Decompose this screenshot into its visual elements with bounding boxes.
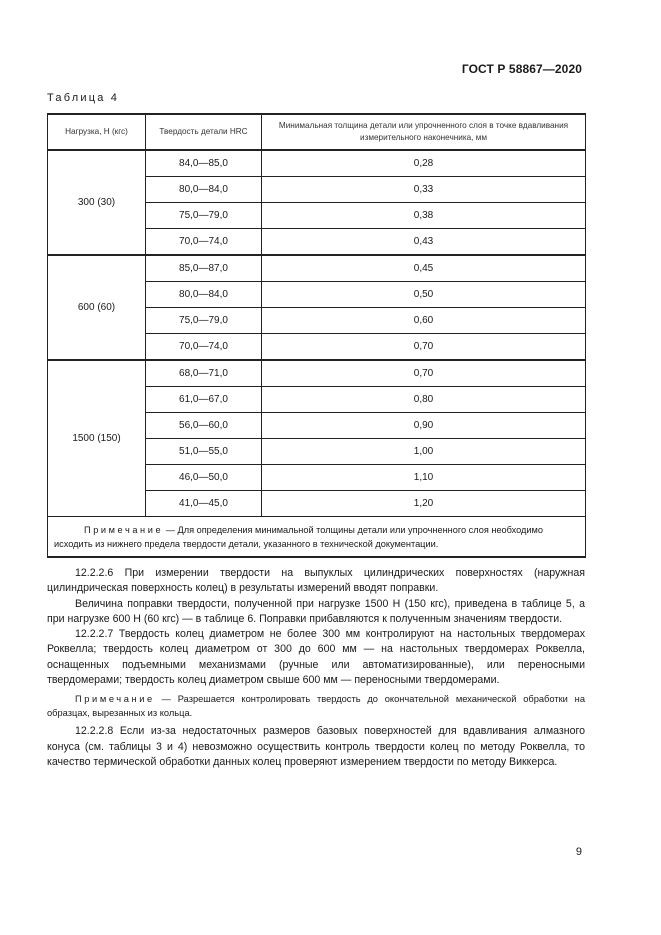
hardness-cell: 80,0—84,0	[146, 282, 262, 308]
note-text: — Разрешается контролировать твердость до окончательной механической обработки на образцах, вырезанных из кольца.	[47, 694, 585, 719]
load-cell: 600 (60)	[48, 255, 146, 360]
hardness-cell: 85,0—87,0	[146, 255, 262, 282]
thickness-cell: 0,80	[262, 387, 586, 413]
thickness-cell: 1,20	[262, 491, 586, 517]
hardness-cell: 80,0—84,0	[146, 177, 262, 203]
hardness-cell: 41,0—45,0	[146, 491, 262, 517]
thickness-cell: 0,70	[262, 360, 586, 387]
hardness-cell: 84,0—85,0	[146, 150, 262, 177]
thickness-cell: 0,28	[262, 150, 586, 177]
table-note-label: Примечание	[84, 525, 164, 535]
thickness-cell: 0,60	[262, 308, 586, 334]
paragraph-12-2-2-7: 12.2.2.7 Твердость колец диаметром не более 300 мм контролируют на настольных твердомерах Роквелла; твердость колец диаметром от 300 до 600 мм — на настольных твердомерах Роквелла, оснащенных подъемными механизмами (ручные или автоматизированные), или переносными твердомерами; твердость колец диаметром свыше 600 мм — переносными твердомерами.	[47, 628, 585, 687]
paragraph-correction: Величина поправки твердости, полученной при нагрузке 1500 Н (150 кгс), приведена в таблице 5, а при нагрузке 600 Н (60 кгс) — в таблице 6. Поправки прибавляются к полученным значениям твердости.	[47, 597, 585, 625]
table-caption: Таблица 4	[47, 92, 120, 104]
table-row	[48, 360, 586, 387]
thickness-cell: 0,90	[262, 413, 586, 439]
hardness-cell: 61,0—67,0	[146, 387, 262, 413]
hardness-cell: 70,0—74,0	[146, 229, 262, 256]
thickness-cell: 0,45	[262, 255, 586, 282]
thickness-cell: 0,43	[262, 229, 586, 256]
hardness-cell: 68,0—71,0	[146, 360, 262, 387]
header-load: Нагрузка, Н (кгс)	[48, 114, 146, 150]
hardness-cell: 46,0—50,0	[146, 465, 262, 491]
table-row	[48, 150, 586, 177]
header-hardness: Твердость детали HRC	[146, 114, 262, 150]
thickness-cell: 1,10	[262, 465, 586, 491]
hardness-cell: 70,0—74,0	[146, 334, 262, 361]
hardness-cell: 75,0—79,0	[146, 203, 262, 229]
table-note-text: — Для определения минимальной толщины детали или упрочненного слоя необходимо исходить из нижнего предела твердости детали, указанного в технической документации.	[54, 525, 543, 549]
paragraph-12-2-2-8: 12.2.2.8 Если из-за недостаточных размеров базовых поверхностей для вдавливания алмазного конуса (см. таблицы 3 и 4) невозможно осуществить контроль твердости колец по методу Роквелла, то качество термической обработки данных колец проверяют измерением твердости по методу Виккерса.	[47, 725, 585, 768]
header-thickness: Минимальная толщина детали или упрочненного слоя в точке вдавливания измерительного наконечника, мм	[262, 114, 586, 150]
table-row	[48, 255, 586, 282]
table-note	[48, 517, 586, 558]
paragraph-12-2-2-6: 12.2.2.6 При измерении твердости на выпуклых цилиндрических поверхностях (наружная цилиндрическая поверхность колец) в результаты измерений вводят поправки.	[47, 567, 585, 595]
hardness-table	[47, 113, 586, 558]
note-label: Примечание	[75, 694, 155, 705]
note-paragraph	[47, 692, 585, 720]
load-cell: 1500 (150)	[48, 360, 146, 517]
load-cell: 300 (30)	[48, 150, 146, 255]
thickness-cell: 1,00	[262, 439, 586, 465]
hardness-cell: 51,0—55,0	[146, 439, 262, 465]
table-body	[48, 150, 586, 517]
body-text	[47, 566, 585, 770]
thickness-cell: 0,70	[262, 334, 586, 361]
page-number: 9	[575, 846, 582, 858]
document-code: ГОСТ Р 58867—2020	[461, 62, 582, 76]
hardness-cell: 75,0—79,0	[146, 308, 262, 334]
thickness-cell: 0,50	[262, 282, 586, 308]
hardness-cell: 56,0—60,0	[146, 413, 262, 439]
thickness-cell: 0,38	[262, 203, 586, 229]
thickness-cell: 0,33	[262, 177, 586, 203]
